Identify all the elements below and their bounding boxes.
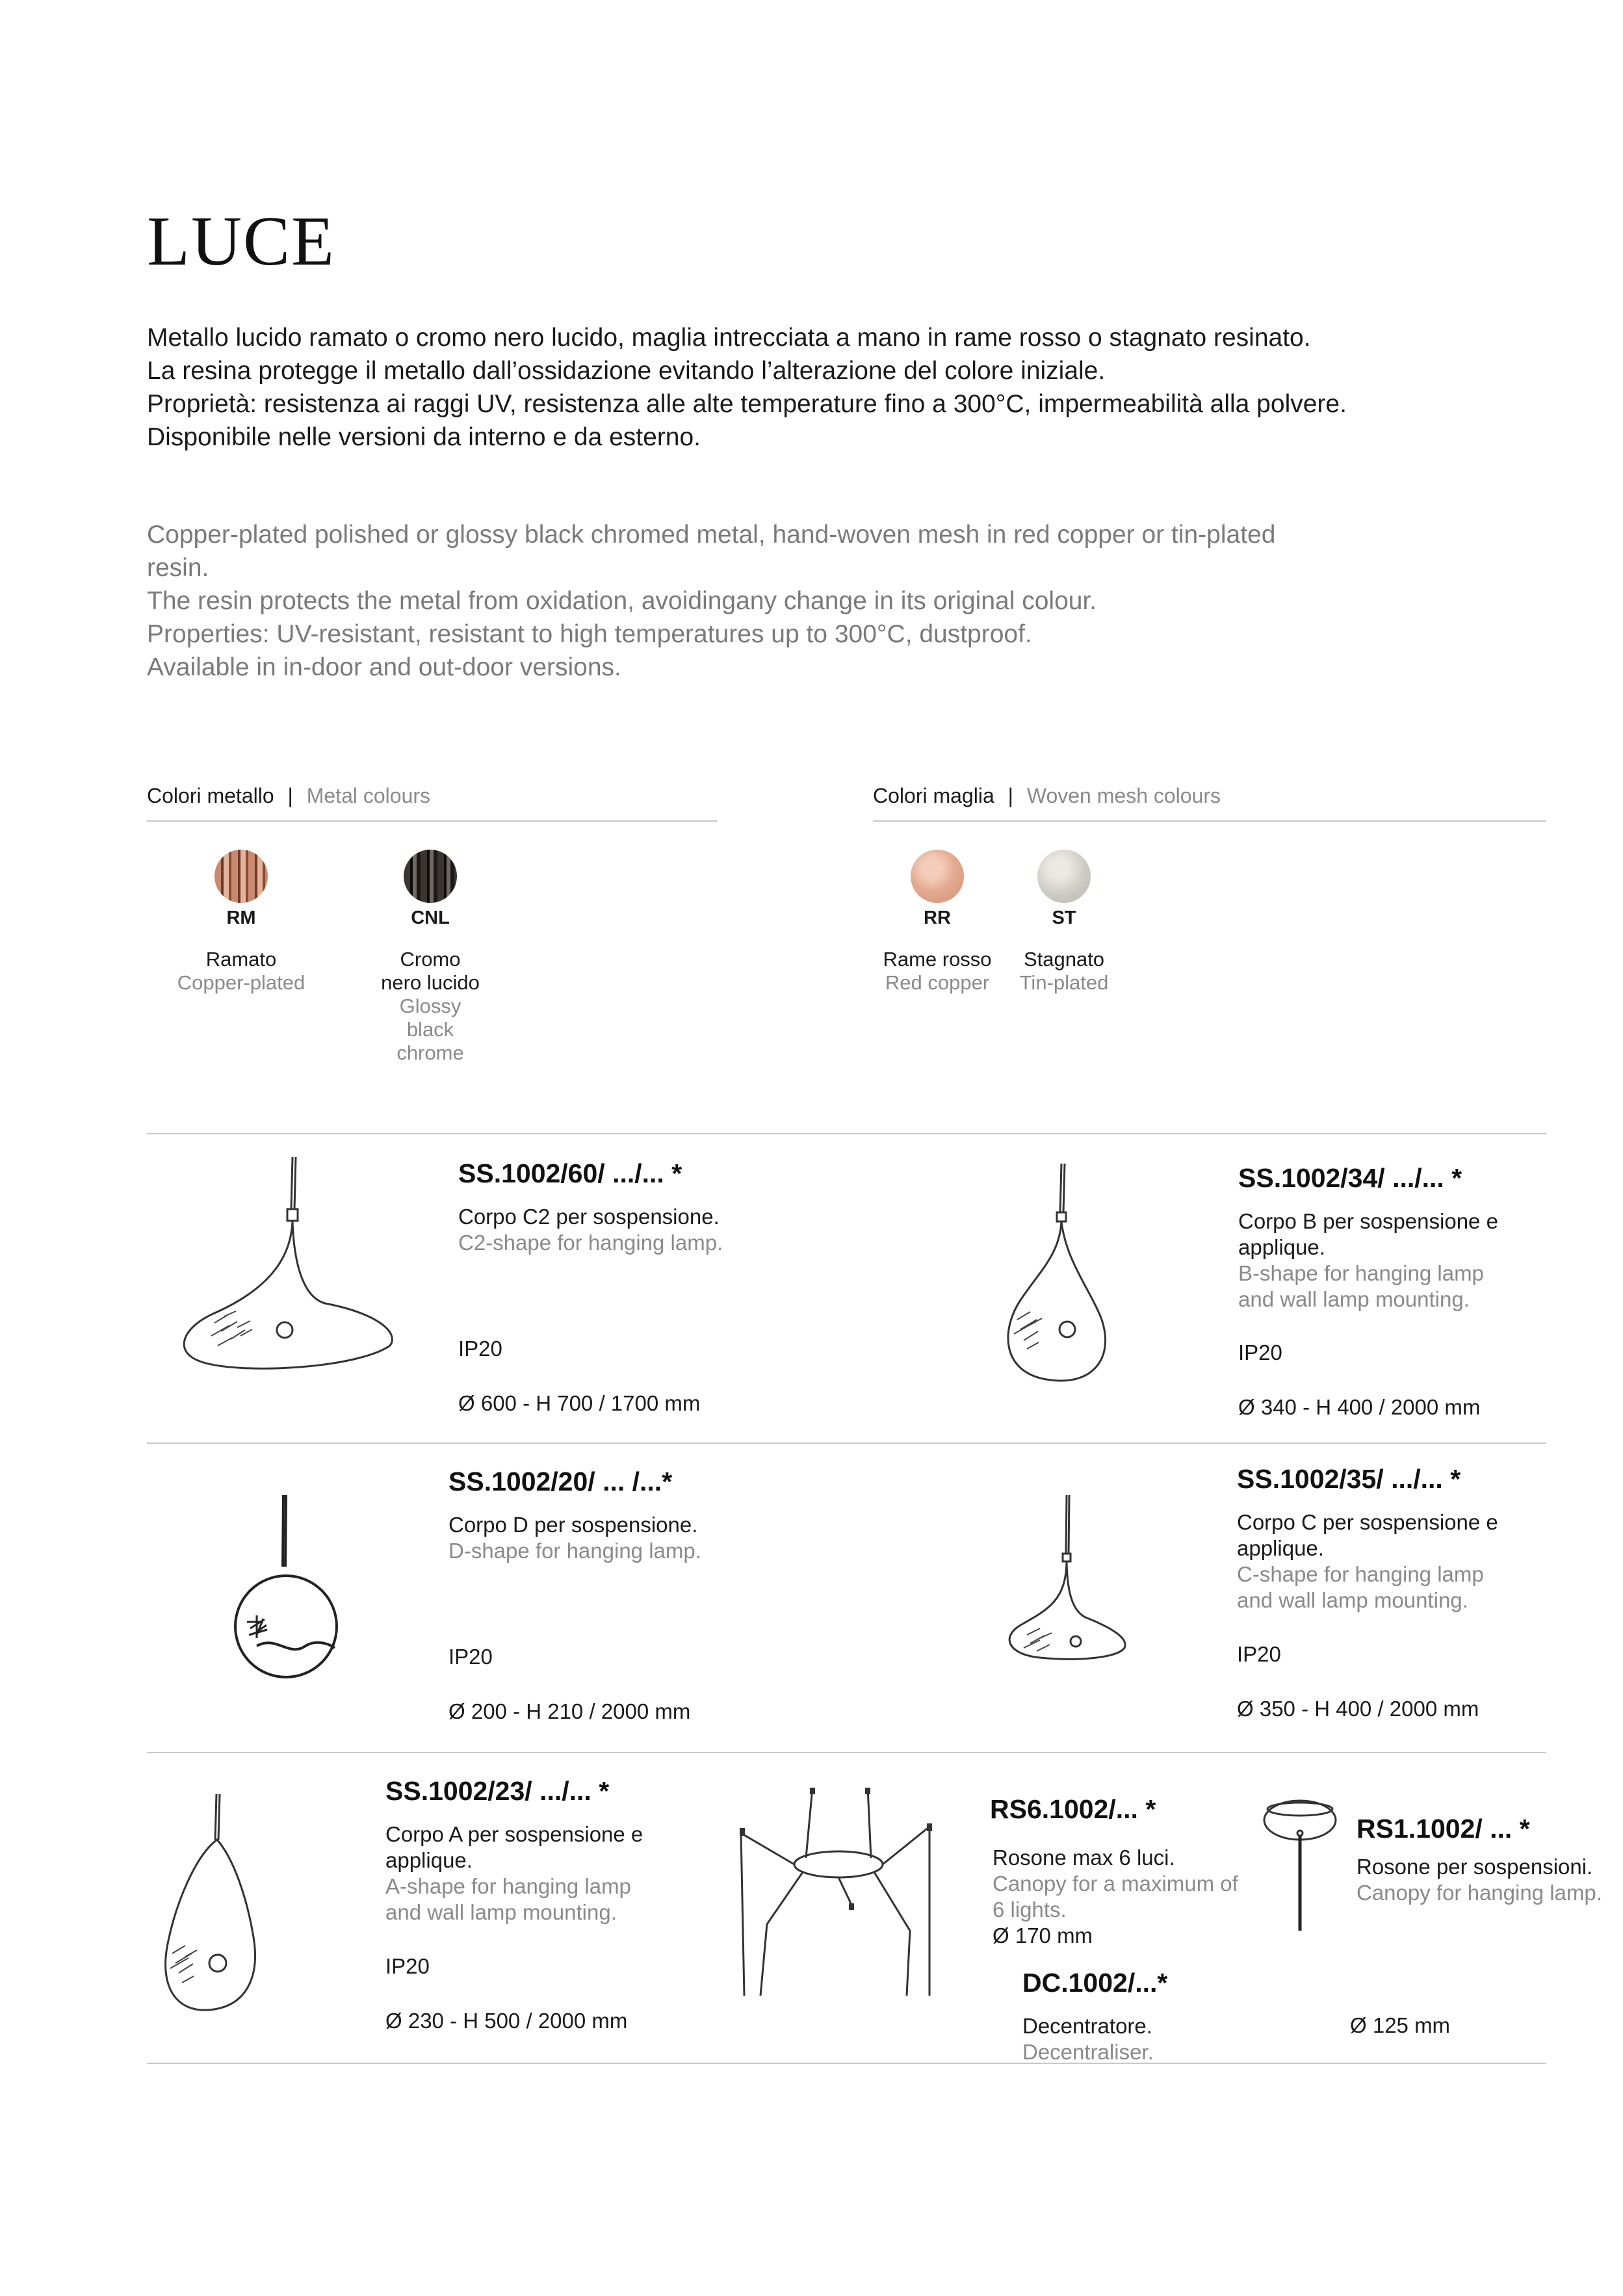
product-desc-it: Rosone per sospensioni.	[1357, 1855, 1593, 1879]
product-dimensions: Ø 200 - H 210 / 2000 mm	[448, 1699, 691, 1723]
intro-en-line: Copper-plated polished or glossy black chromed metal, hand-woven mesh in red copper or tin-plated	[147, 521, 1276, 549]
product-desc-en: C-shape for hanging lamp and wall lamp mounting.	[1237, 1562, 1484, 1612]
swatch-caption-cnl	[352, 948, 508, 1065]
intro-english	[147, 518, 1447, 684]
product-desc-en: Canopy for hanging lamp.	[1357, 1881, 1602, 1905]
product-ip-rating: IP20	[448, 1645, 493, 1669]
product-desc-en: Canopy for a maximum of 6 lights.	[993, 1872, 1238, 1922]
product-divider	[147, 2063, 1546, 2064]
intro-en-line: Available in in-door and out-door versions.	[147, 653, 621, 681]
swatch-en: Copper-plated	[177, 971, 305, 994]
product-divider	[147, 1133, 1546, 1134]
metal-colours-heading-it: Colori metallo	[147, 784, 274, 807]
product-code: RS6.1002/... *	[990, 1794, 1156, 1824]
product-description	[1022, 2013, 1282, 2065]
canopy-single-drawing	[1261, 1797, 1339, 1934]
swatch-code-cnl: CNL	[411, 907, 450, 928]
intro-it-line: Metallo lucido ramato o cromo nero lucido, maglia intrecciata a mano in rame rosso o stagnato resinato.	[147, 324, 1311, 352]
metal-colours-divider	[147, 820, 717, 822]
product-ip-rating: IP20	[1238, 1340, 1282, 1364]
lamp-d-drawing	[231, 1495, 341, 1690]
swatch-en: Glossy black chrome	[396, 995, 464, 1064]
mesh-colours-heading	[873, 784, 1221, 808]
product-desc-it: Corpo D per sospensione.	[448, 1513, 698, 1537]
product-description	[1357, 1854, 1617, 1906]
intro-en-line: resin.	[147, 554, 209, 582]
swatch-rm	[214, 850, 268, 903]
product-code: DC.1002/...*	[1022, 1968, 1168, 1998]
product-description	[993, 1845, 1253, 1949]
product-dimensions: Ø 230 - H 500 / 2000 mm	[385, 2009, 628, 2033]
product-divider	[147, 1752, 1546, 1753]
lamp-c-drawing	[1001, 1495, 1131, 1671]
product-code: SS.1002/23/ .../... *	[385, 1776, 610, 1806]
swatch-it: Cromo nero lucido	[381, 948, 480, 994]
swatch-code-st: ST	[1052, 907, 1076, 928]
product-description	[458, 1204, 822, 1256]
intro-italian	[147, 321, 1447, 454]
product-description	[385, 1821, 671, 1925]
product-description	[1237, 1509, 1523, 1613]
product-description	[448, 1512, 812, 1564]
product-divider	[147, 1442, 1546, 1444]
product-desc-en: Decentraliser.	[1022, 2040, 1154, 2064]
swatch-code-rr: RR	[924, 907, 951, 928]
metal-colours-heading	[147, 784, 430, 808]
swatch-rr	[911, 850, 964, 903]
product-dimensions: Ø 340 - H 400 / 2000 mm	[1238, 1395, 1481, 1419]
lamp-a-drawing	[156, 1794, 273, 2022]
product-dimensions: Ø 170 mm	[993, 1924, 1093, 1948]
intro-it-line: La resina protegge il metallo dall’ossidazione evitando l’alterazione del colore iniziale.	[147, 357, 1106, 385]
product-code: SS.1002/60/ .../... *	[458, 1158, 682, 1188]
product-desc-it: Corpo C2 per sospensione.	[458, 1205, 720, 1229]
swatch-code-rm: RM	[226, 907, 256, 928]
mesh-colours-heading-en: Woven mesh colours	[1026, 784, 1221, 807]
product-desc-en: B-shape for hanging lamp and wall lamp mounting.	[1238, 1261, 1484, 1311]
product-code: RS1.1002/ ... *	[1357, 1814, 1530, 1844]
product-dimensions: Ø 350 - H 400 / 2000 mm	[1237, 1697, 1479, 1721]
lamp-b-drawing	[994, 1164, 1124, 1391]
intro-en-line: Properties: UV-resistant, resistant to high temperatures up to 300°C, dustproof.	[147, 620, 1032, 648]
product-code: SS.1002/20/ ... /...*	[448, 1467, 673, 1496]
swatch-cnl	[404, 850, 457, 903]
heading-separator: |	[1007, 784, 1013, 807]
product-code: SS.1002/35/ .../... *	[1237, 1464, 1461, 1494]
swatch-en: Tin-plated	[1019, 971, 1109, 994]
product-description	[1238, 1208, 1524, 1312]
product-desc-en: D-shape for hanging lamp.	[448, 1539, 701, 1563]
product-ip-rating: IP20	[458, 1337, 502, 1361]
intro-it-line: Proprietà: resistenza ai raggi UV, resistenza alle alte temperature fino a 300°C, impermeabilità alla polvere.	[147, 390, 1347, 418]
swatch-it: Rame rosso	[883, 948, 992, 971]
metal-colours-heading-en: Metal colours	[306, 784, 431, 807]
product-dimensions: Ø 600 - H 700 / 1700 mm	[458, 1391, 701, 1415]
product-code: SS.1002/34/ .../... *	[1238, 1163, 1462, 1193]
swatch-st	[1037, 850, 1091, 903]
swatch-en: Red copper	[885, 971, 990, 994]
product-desc-it: Corpo C per sospensione e applique.	[1237, 1510, 1498, 1560]
page-title: LUCE	[147, 203, 335, 280]
product-ip-rating: IP20	[1237, 1642, 1281, 1666]
product-desc-it: Decentratore.	[1022, 2014, 1152, 2038]
swatch-caption-rm	[163, 948, 319, 995]
product-ip-rating: IP20	[385, 1954, 430, 1978]
heading-separator: |	[287, 784, 293, 807]
canopy-6-lights-drawing	[741, 1788, 936, 2002]
product-desc-it: Corpo A per sospensione e applique.	[385, 1822, 643, 1872]
swatch-caption-st	[986, 948, 1142, 995]
product-desc-en: A-shape for hanging lamp and wall lamp mounting.	[385, 1874, 631, 1924]
intro-en-line: The resin protects the metal from oxidation, avoidingany change in its original colour.	[147, 587, 1097, 615]
mesh-colours-divider	[873, 820, 1546, 822]
swatch-it: Stagnato	[1023, 948, 1105, 971]
swatch-it: Ramato	[205, 948, 277, 971]
mesh-colours-heading-it: Colori maglia	[873, 784, 994, 807]
product-desc-en: C2-shape for hanging lamp.	[458, 1231, 723, 1255]
lamp-c2-drawing	[175, 1157, 403, 1385]
intro-it-line: Disponibile nelle versioni da interno e da esterno.	[147, 423, 701, 451]
product-desc-it: Corpo B per sospensione e applique.	[1238, 1209, 1498, 1259]
product-desc-it: Rosone max 6 luci.	[993, 1846, 1175, 1870]
product-dimensions: Ø 125 mm	[1350, 2013, 1451, 2037]
